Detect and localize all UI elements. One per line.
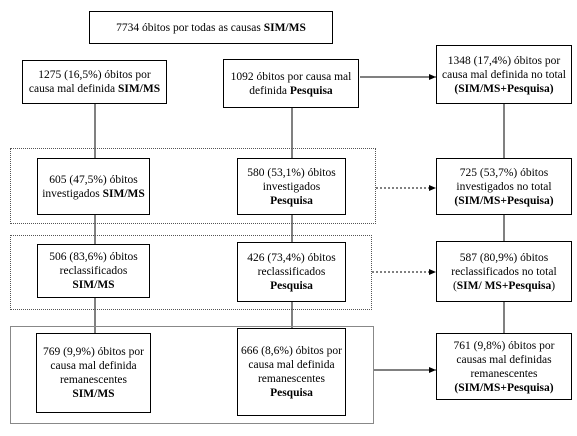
box-total-deaths: 7734 óbitos por todas as causas SIM/MS bbox=[89, 11, 333, 44]
box-total-reclassified: 587 (80,9%) óbitos reclassificados no total (SIM/ MS+Pesquisa) bbox=[436, 241, 572, 302]
box-sim-remaining: 769 (9,9%) óbitos por causa mal definida remanescentes SIM/MS bbox=[36, 333, 151, 413]
box-pesquisa-reclassified: 426 (73,4%) óbitos reclassificados Pesquisa bbox=[237, 242, 346, 302]
box-sim-ill-defined: 1275 (16,5%) óbitos por causa mal definida SIM/MS bbox=[22, 60, 167, 104]
box-total-investigated: 725 (53,7%) óbitos investigados no total (SIM/MS+Pesquisa) bbox=[436, 158, 572, 215]
box-sim-reclassified: 506 (83,6%) óbitos reclassificados SIM/MS bbox=[37, 244, 150, 298]
box-sim-investigated: 605 (47,5%) óbitos investigados SIM/MS bbox=[37, 158, 150, 215]
box-pesquisa-ill-defined: 1092 óbitos por causa mal definida Pesquisa bbox=[223, 59, 359, 108]
box-total-remaining: 761 (9,8%) óbitos por causas mal definidas remanescentes (SIM/MS+Pesquisa) bbox=[436, 333, 572, 400]
box-total-ill-defined: 1348 (17,4%) óbitos por causa mal definida no total (SIM/MS+Pesquisa) bbox=[436, 45, 572, 104]
box-pesquisa-investigated: 580 (53,1%) óbitos investigados Pesquisa bbox=[237, 158, 346, 215]
box-pesquisa-remaining: 666 (8,6%) óbitos por causa mal definida remanescentes Pesquisa bbox=[237, 328, 346, 416]
